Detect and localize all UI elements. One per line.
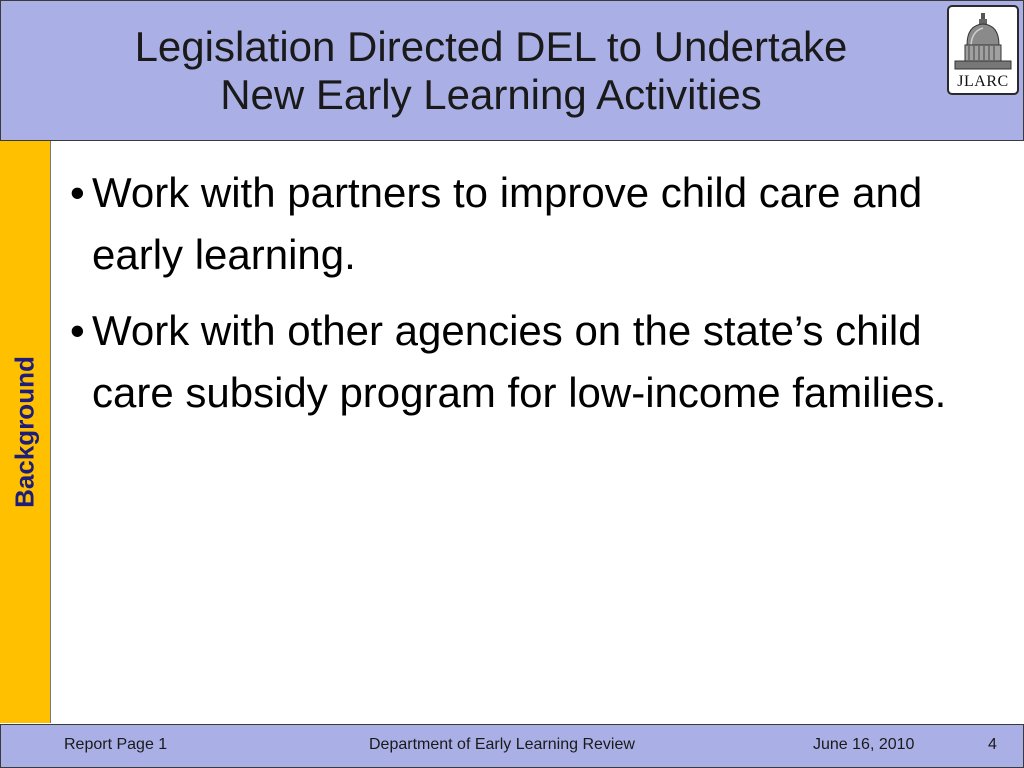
bullet-list — [60, 162, 1000, 438]
slide-title-line-2: New Early Learning Activities — [220, 71, 762, 118]
slide-title — [41, 23, 941, 119]
jlarc-logo — [947, 5, 1019, 95]
bullet-item — [60, 300, 1000, 424]
bullet-item — [60, 162, 1000, 286]
logo-text: JLARC — [957, 73, 1009, 90]
bullet-marker: • — [70, 307, 85, 354]
section-label: Background — [9, 356, 40, 508]
title-band — [0, 0, 1024, 141]
bullet-text: Work with other agencies on the state’s child care subsidy program for low-income families. — [92, 307, 947, 416]
footer-page-number: 4 — [988, 736, 997, 753]
footer-date: June 16, 2010 — [813, 736, 915, 753]
footer-review-name: Department of Early Learning Review — [369, 736, 635, 753]
bullet-text: Work with partners to improve child care and early learning. — [92, 169, 923, 278]
section-sidebar — [0, 141, 51, 723]
footer-report-page: Report Page 1 — [64, 736, 168, 753]
bullet-marker: • — [70, 169, 85, 216]
slide-title-line-1: Legislation Directed DEL to Undertake — [134, 23, 848, 70]
footer — [0, 724, 1024, 768]
